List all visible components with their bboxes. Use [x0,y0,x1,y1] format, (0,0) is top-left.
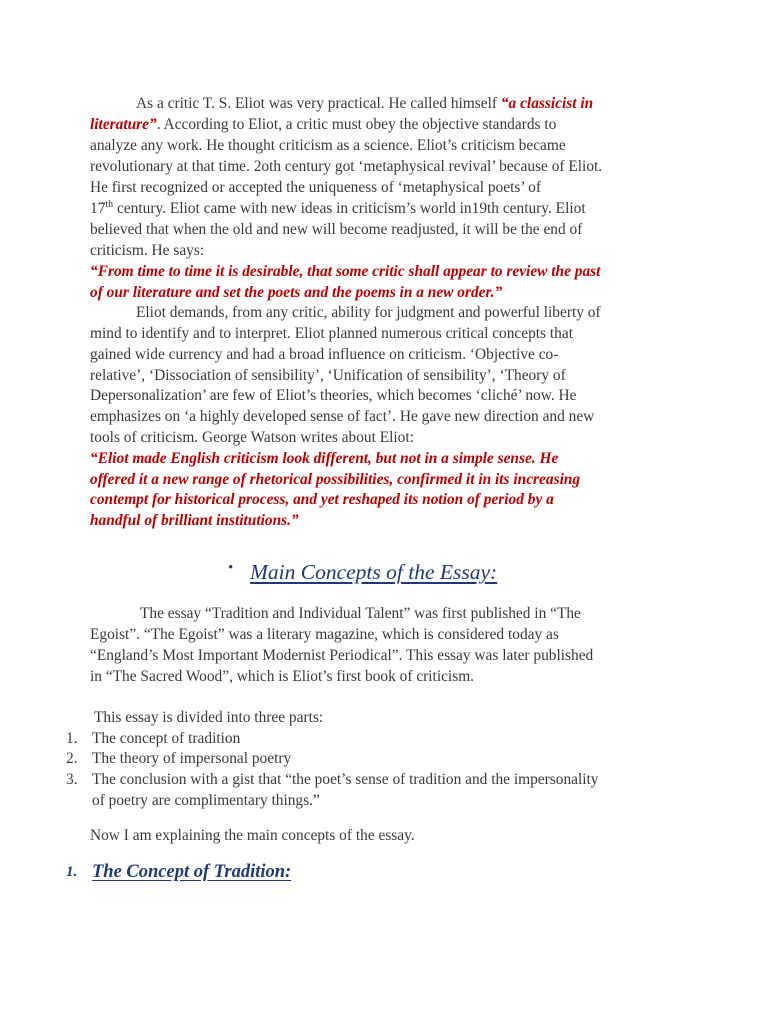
para3-line3: “England’s Most Important Modernist Periodical”. This essay was later published [90,647,594,664]
quote2-line2: offered it a new range of rhetorical possibilities, confirmed it in its increasing [90,471,581,488]
para3-line2: Egoist”. “The Egoist” was a literary magazine, which is considered today as [90,626,559,643]
para1-line8: criticism. He says: [90,242,205,259]
section-number: 1. [66,864,78,880]
ordinal-superscript: th [105,199,114,210]
para1-line1 [136,94,593,114]
para2-line4: relative’, ‘Dissociation of sensibility’, ‘Unification of sensibility’, ‘Theory of [90,367,566,384]
list-item-continuation: of poetry are complimentary things.” [92,792,320,809]
para1-line4: revolutionary at that time. 2oth century got ‘metaphysical revival’ because of Eliot. [90,158,603,175]
para2-line1: Eliot demands, from any critic, ability for judgment and powerful liberty of [136,304,601,321]
para3-line4: in “The Sacred Wood”, which is Eliot’s first book of criticism. [90,668,475,685]
para2-line3: gained wide currency and had a broad influence on criticism. ‘Objective co- [90,346,559,363]
list-item: The concept of tradition [92,730,241,747]
para2-line2: mind to identify and to interpret. Eliot planned numerous critical concepts that [90,325,573,342]
literature-phrase: literature” [90,116,157,133]
quote2-line4: handful of brilliant institutions.” [90,512,299,529]
quote2-line1: “Eliot made English criticism look different, but not in a simple sense. He [90,450,559,467]
para2-line5: Depersonalization’ are few of Eliot’s theories, which becomes ‘cliché’ now. He [90,387,577,404]
para1-text: . According to Eliot, a critic must obey the objective standards to [156,116,557,133]
para1-line5: He first recognized or accepted the uniqueness of ‘metaphysical poets’ of [90,179,541,196]
century-number: 17 [90,200,106,217]
para1-line3: analyze any work. He thought criticism as a science. Eliot’s criticism became [90,137,566,154]
section-heading-main-concepts: Main Concepts of the Essay: [250,560,498,584]
list-item-number: 1. [66,730,78,747]
quote2-line3: contempt for historical process, and yet reshaped its notion of period by a [90,491,554,508]
para2-line6: emphasizes on ‘a highly developed sense of fact’. He gave new direction and new [90,408,595,425]
parts-intro: This essay is divided into three parts: [94,709,324,726]
section-heading-concept-of-tradition: The Concept of Tradition: [92,862,292,882]
para1-text: century. Eliot came with new ideas in criticism’s world in19th century. Eliot [113,200,586,217]
list-item-number: 2. [66,750,78,767]
para3-line1: The essay “Tradition and Individual Talent” was first published in “The [140,605,581,622]
para4: Now I am explaining the main concepts of the essay. [90,827,415,844]
para1-text: As a critic T. S. Eliot was very practical. He called himself [136,95,501,112]
list-item: The theory of impersonal poetry [92,750,292,767]
list-item: The conclusion with a gist that “the poet’s sense of tradition and the impersonality [92,771,599,788]
bullet-icon: • [228,560,234,576]
para1-line6 [90,199,586,219]
quote1-line1: “From time to time it is desirable, that some critic shall appear to review the past [90,263,601,280]
para2-line7: tools of criticism. George Watson writes about Eliot: [90,429,414,446]
list-item-number: 3. [66,771,78,788]
para1-line2 [90,115,556,135]
quote1-line2: of our literature and set the poets and the poems in a new order.” [90,284,503,301]
para1-line7: believed that when the old and new will become readjusted, it will be the end of [90,221,583,238]
classicist-phrase: “a classicist in [500,95,594,112]
